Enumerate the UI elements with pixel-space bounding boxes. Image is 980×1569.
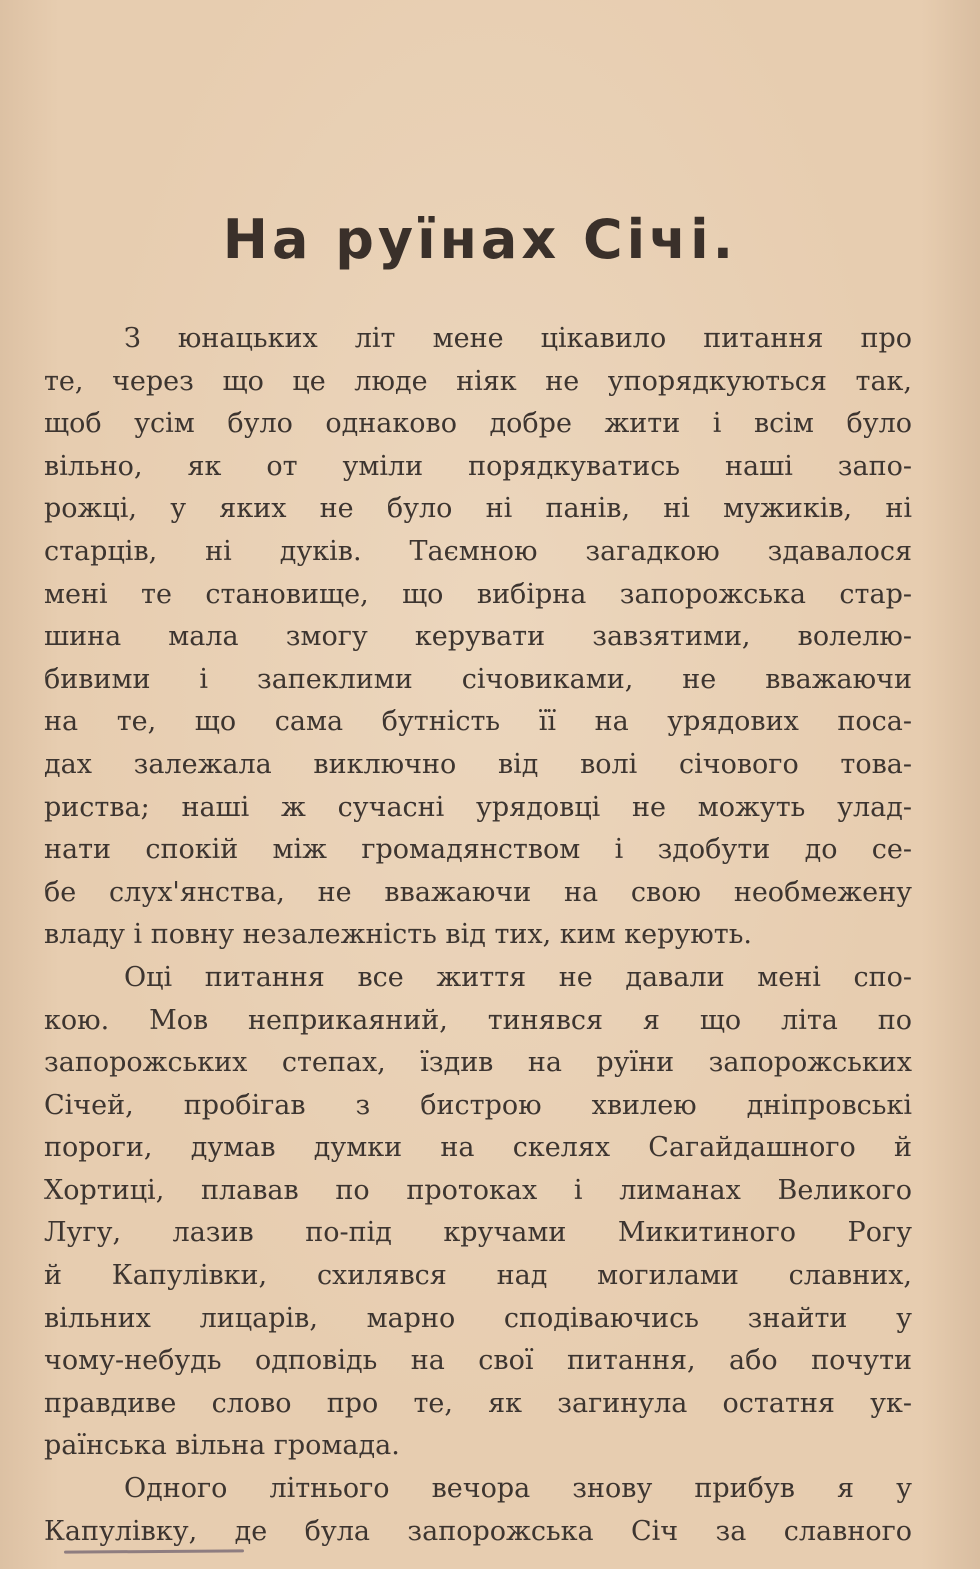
text-line: дах залежала виключно від волі січового това- bbox=[44, 748, 912, 780]
text-line: Січей, пробігав з бистрою хвилею дніпровські bbox=[44, 1089, 912, 1121]
text-line: раїнська вільна громада. bbox=[44, 1430, 400, 1462]
text-line: чому-небудь одповідь на свої питання, або почути bbox=[44, 1345, 912, 1377]
text-line: й Капулівки, схилявся над могилами славних, bbox=[44, 1260, 912, 1292]
text-line: нати спокій між громадянством і здобути до се- bbox=[44, 834, 912, 866]
text-line: риства; наші ж сучасні урядовці не можуть улад- bbox=[44, 791, 912, 823]
text-line: мені те становище, що вибірна запорожська стар- bbox=[44, 578, 912, 610]
text-line: Оці питання все життя не давали мені спо- bbox=[124, 961, 912, 993]
text-line: бивими і запеклими січовиками, не вважаючи bbox=[44, 663, 912, 695]
text-line: владу і повну незалежність від тих, ким керують. bbox=[44, 919, 752, 951]
text-line: шина мала змогу керувати завзятими, волелю- bbox=[44, 621, 912, 653]
text-line: Лугу, лазив по-під кручами Микитиного Рогу bbox=[44, 1217, 912, 1249]
text-line: рожці, у яких не було ні панів, ні мужиків, ні bbox=[44, 493, 912, 525]
text-line: старців, ні дуків. Таємною загадкою здавалося bbox=[44, 535, 912, 567]
text-line: вільно, як от уміли порядкуватись наші запо- bbox=[44, 450, 912, 482]
text-line: Капулівку, де була запорожська Січ за славного bbox=[44, 1515, 912, 1547]
text-line: запорожських степах, їздив на руїни запорожських bbox=[44, 1047, 912, 1079]
text-line: правдиве слово про те, як загинула остатня ук- bbox=[44, 1387, 912, 1419]
chapter-title: На руїнах Січі. bbox=[222, 208, 738, 271]
text-line: З юнацьких літ мене цікавило питання про bbox=[124, 323, 912, 354]
text-line: на те, що сама бутність її на урядових поса- bbox=[44, 706, 912, 738]
body-text bbox=[44, 318, 912, 1553]
text-line: Хортиці, плавав по протоках і лиманах Великого bbox=[44, 1174, 912, 1206]
text-line: вільних лицарів, марно сподіваючись знайти у bbox=[44, 1302, 912, 1334]
text-line: бе слух'янства, не вважаючи на свою необмежену bbox=[44, 876, 912, 908]
text-line: пороги, думав думки на скелях Сагайдашного й bbox=[44, 1132, 912, 1164]
text-line: щоб усім було однаково добре жити і всім було bbox=[44, 408, 912, 440]
text-line: Одного літнього вечора знову прибув я у bbox=[124, 1473, 912, 1505]
text-line: кою. Мов неприкаяний, тинявся я що літа по bbox=[44, 1004, 912, 1036]
text-line: те, через що це люде ніяк не упорядкуються так, bbox=[44, 365, 912, 397]
